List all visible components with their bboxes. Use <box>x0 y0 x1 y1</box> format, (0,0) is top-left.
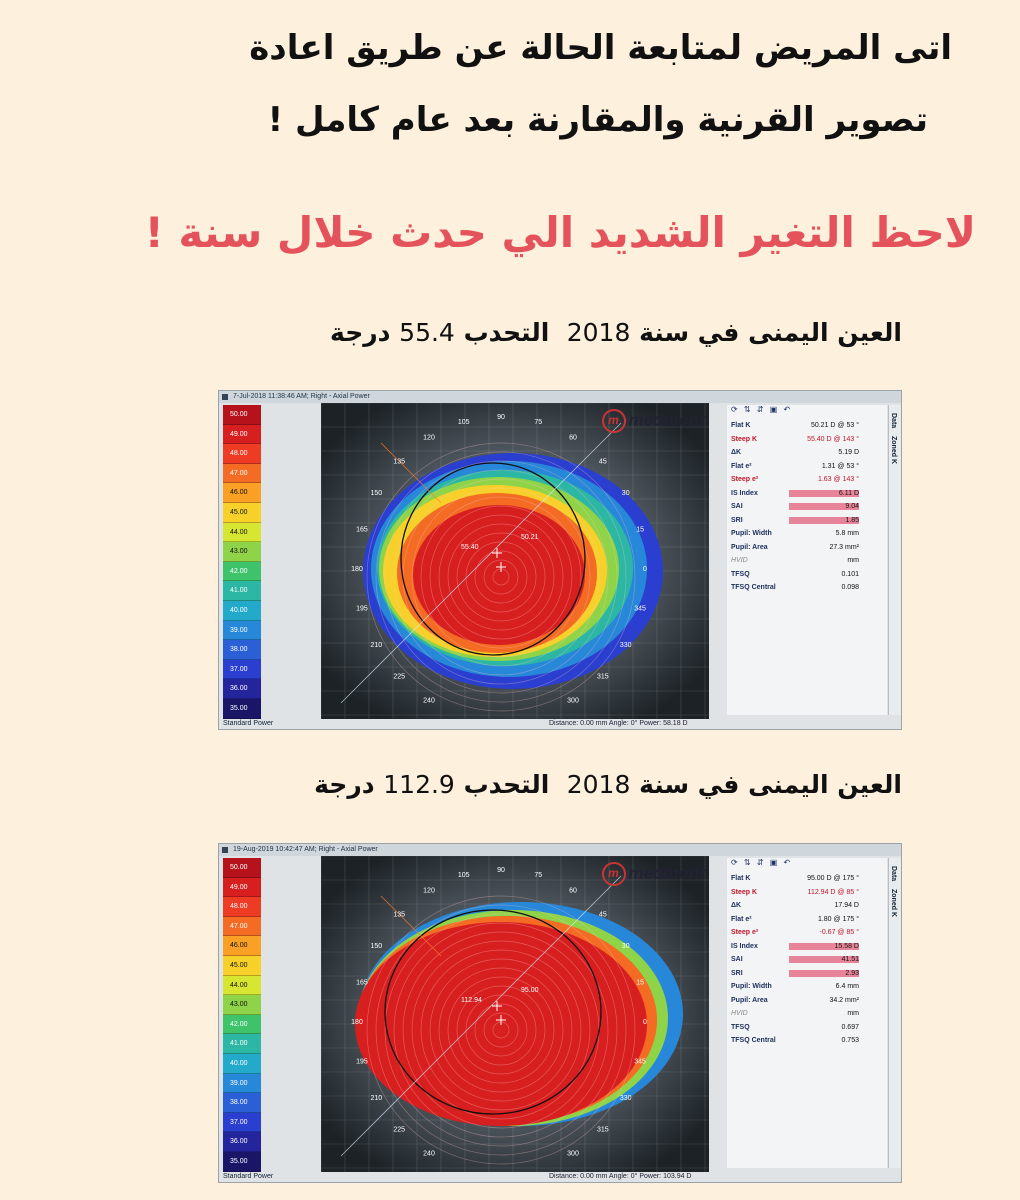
angle-label: 120 <box>423 887 435 895</box>
legend-swatch: 47.00 <box>223 917 261 937</box>
index-row <box>727 1021 887 1035</box>
legend-swatch: 50.00 <box>223 405 261 425</box>
index-value: 27.3 mm² <box>829 543 859 551</box>
header-line-1: اتى المريض لمتابعة الحالة عن طريق اعادة <box>249 28 952 68</box>
index-label: SRI <box>731 516 743 524</box>
angle-label: 195 <box>356 1058 368 1066</box>
index-row <box>727 487 887 501</box>
index-value: 0.101 <box>841 570 859 578</box>
angle-label: 165 <box>356 979 368 987</box>
angle-label: 30 <box>621 490 630 497</box>
status-readout: Distance: 0.00 mm Angle: 0° Power: 58.18 D <box>549 720 688 727</box>
index-label: Pupil: Width <box>731 530 772 538</box>
angle-label: 315 <box>596 1126 609 1134</box>
angle-label: 120 <box>423 434 435 442</box>
legend-swatch: 46.00 <box>223 483 261 503</box>
angle-label: 225 <box>393 1126 406 1134</box>
index-value: 55.40 D @ 143 ° <box>807 435 859 443</box>
legend-swatch: 50.00 <box>223 858 261 878</box>
color-scale-legend <box>223 405 261 719</box>
standard-power-label: Standard Power <box>223 1173 274 1180</box>
index-row <box>727 1007 887 1021</box>
index-row <box>727 446 887 460</box>
scan-1-screenshot <box>218 390 902 730</box>
angle-label: 135 <box>393 911 406 919</box>
index-row <box>727 994 887 1008</box>
index-value: -0.67 @ 85 ° <box>819 929 859 937</box>
app-icon <box>222 394 228 400</box>
index-label: ΔK <box>731 449 742 457</box>
index-row <box>727 1034 887 1048</box>
legend-swatch: 39.00 <box>223 1074 261 1094</box>
index-row <box>727 980 887 994</box>
angle-label: 30 <box>621 943 630 950</box>
window-titlebar: 19-Aug-2019 10:42:47 AM; Right - Axial Power <box>219 844 901 856</box>
legend-swatch: 44.00 <box>223 976 261 996</box>
legend-swatch: 38.00 <box>223 640 261 660</box>
index-row <box>727 500 887 514</box>
index-value: 9.04 <box>789 503 859 510</box>
index-row <box>727 926 887 940</box>
legend-swatch: 35.00 <box>223 699 261 719</box>
index-value: 34.2 mm² <box>829 996 859 1004</box>
index-value: 2.93 <box>789 970 859 977</box>
angle-label: 15 <box>636 526 644 534</box>
legend-swatch: 48.00 <box>223 897 261 917</box>
legend-swatch: 49.00 <box>223 425 261 445</box>
legend-swatch: 47.00 <box>223 464 261 484</box>
index-row <box>727 527 887 541</box>
scan-2-caption: العين اليمنى في سنة 2018 التحدب 112.9 درجة <box>314 770 902 799</box>
medmont-logo: m medmont <box>602 409 706 433</box>
angle-label: 345 <box>634 605 646 613</box>
index-label: Steep K <box>731 435 758 443</box>
legend-swatch: 43.00 <box>223 542 261 562</box>
index-label: TFSQ <box>731 570 750 578</box>
header-line-2: تصوير القرنية والمقارنة بعد عام كامل ! <box>267 100 928 140</box>
panel-toolbar[interactable]: ⟳ ⇅ ⇵ ▣ ↶ <box>731 405 793 414</box>
legend-swatch: 39.00 <box>223 621 261 641</box>
legend-swatch: 40.00 <box>223 1054 261 1074</box>
angle-label: 300 <box>567 697 579 705</box>
index-label: HVID <box>731 557 748 565</box>
legend-swatch: 37.00 <box>223 1113 261 1133</box>
index-label: TFSQ <box>731 1023 750 1031</box>
angle-label: 45 <box>598 911 607 919</box>
index-value: 6.11 D <box>789 490 859 497</box>
angle-label: 225 <box>393 673 406 681</box>
medmont-logo: m medmont <box>602 862 706 886</box>
index-row <box>727 899 887 913</box>
index-row <box>727 554 887 568</box>
index-label: Flat K <box>731 422 751 430</box>
angle-label: 90 <box>497 414 505 421</box>
map-value-label: 55.40 <box>461 544 479 551</box>
index-label: Pupil: Area <box>731 543 768 551</box>
index-value: 15.58 D <box>789 943 859 950</box>
scan-1-caption: العين اليمنى في سنة 2018 التحدب 55.4 درجة <box>330 318 902 347</box>
legend-swatch: 44.00 <box>223 523 261 543</box>
index-row <box>727 940 887 954</box>
legend-swatch: 46.00 <box>223 936 261 956</box>
index-label: Steep K <box>731 888 758 896</box>
index-label: ΔK <box>731 902 742 910</box>
legend-swatch: 40.00 <box>223 601 261 621</box>
index-row <box>727 473 887 487</box>
index-value: 1.63 @ 143 ° <box>817 476 859 484</box>
angle-label: 300 <box>567 1150 579 1158</box>
legend-swatch: 37.00 <box>223 660 261 680</box>
legend-swatch: 49.00 <box>223 878 261 898</box>
index-label: TFSQ Central <box>731 584 776 592</box>
index-row <box>727 433 887 447</box>
index-row <box>727 541 887 555</box>
index-row <box>727 953 887 967</box>
index-value: 41.51 <box>789 956 859 963</box>
index-row <box>727 872 887 886</box>
index-value: 17.94 D <box>834 902 859 910</box>
legend-swatch: 36.00 <box>223 679 261 699</box>
legend-swatch: 36.00 <box>223 1132 261 1152</box>
angle-label: 180 <box>351 1019 363 1026</box>
index-label: Flat e² <box>731 462 752 470</box>
angle-label: 90 <box>497 867 505 874</box>
angle-label: 75 <box>534 872 543 880</box>
side-tabs[interactable]: Data Zoned K <box>888 858 901 1168</box>
index-value: mm <box>847 1010 859 1018</box>
index-row <box>727 886 887 900</box>
angle-label: 75 <box>534 419 543 427</box>
index-label: IS Index <box>731 942 758 950</box>
index-label: Pupil: Area <box>731 996 768 1004</box>
map-value-label: 50.21 <box>521 534 539 541</box>
highlight-heading: لاحظ التغير الشديد الي حدث خلال سنة ! <box>144 208 976 257</box>
index-value: 5.19 D <box>838 449 859 457</box>
index-label: TFSQ Central <box>731 1037 776 1045</box>
index-row <box>727 460 887 474</box>
index-label: SRI <box>731 969 743 977</box>
index-row <box>727 514 887 528</box>
angle-label: 150 <box>370 943 383 950</box>
angle-label: 330 <box>619 1095 632 1102</box>
angle-label: 0 <box>643 1019 647 1026</box>
axial-power-map[interactable] <box>321 856 709 1172</box>
status-readout: Distance: 0.00 mm Angle: 0° Power: 103.94 D <box>549 1173 692 1180</box>
index-row <box>727 913 887 927</box>
index-row <box>727 967 887 981</box>
index-row <box>727 568 887 582</box>
index-row <box>727 581 887 595</box>
index-value: 0.753 <box>841 1037 859 1045</box>
index-value: 5.8 mm <box>835 530 859 538</box>
index-value: 1.31 @ 53 ° <box>821 462 859 470</box>
index-value: 0.697 <box>841 1023 859 1031</box>
legend-swatch: 41.00 <box>223 1034 261 1054</box>
angle-label: 150 <box>370 490 383 497</box>
angle-label: 195 <box>356 605 368 613</box>
legend-swatch: 48.00 <box>223 444 261 464</box>
standard-power-label: Standard Power <box>223 720 274 727</box>
angle-label: 330 <box>619 642 632 649</box>
legend-swatch: 42.00 <box>223 1015 261 1035</box>
angle-label: 210 <box>370 1095 383 1102</box>
color-scale-legend <box>223 858 261 1172</box>
indices-panel <box>727 858 887 1168</box>
index-label: SAI <box>731 503 743 511</box>
legend-swatch: 35.00 <box>223 1152 261 1172</box>
legend-swatch: 43.00 <box>223 995 261 1015</box>
angle-label: 105 <box>457 419 470 427</box>
index-label: Steep e² <box>731 476 759 484</box>
indices-panel <box>727 405 887 715</box>
angle-label: 240 <box>423 1150 435 1158</box>
index-value: 50.21 D @ 53 ° <box>810 422 859 430</box>
index-value: 112.94 D @ 85 ° <box>807 888 859 896</box>
angle-label: 105 <box>457 872 470 880</box>
angle-label: 60 <box>569 434 577 442</box>
index-value: 1.80 @ 175 ° <box>817 915 859 923</box>
index-value: 6.4 mm <box>835 983 859 991</box>
angle-label: 135 <box>393 458 406 466</box>
angle-label: 210 <box>370 642 383 649</box>
angle-label: 60 <box>569 887 577 895</box>
app-icon <box>222 847 228 853</box>
index-label: Flat e² <box>731 915 752 923</box>
index-value: mm <box>847 557 859 565</box>
map-value-label: 95.00 <box>521 987 539 994</box>
angle-label: 345 <box>634 1058 646 1066</box>
index-label: SAI <box>731 956 743 964</box>
index-value: 95.00 D @ 175 ° <box>807 875 859 883</box>
legend-swatch: 42.00 <box>223 562 261 582</box>
map-value-label: 112.94 <box>461 997 482 1004</box>
angle-label: 180 <box>351 566 363 573</box>
angle-label: 240 <box>423 697 435 705</box>
index-label: Flat K <box>731 875 751 883</box>
index-label: IS Index <box>731 489 758 497</box>
legend-swatch: 38.00 <box>223 1093 261 1113</box>
index-label: HVID <box>731 1010 748 1018</box>
legend-swatch: 41.00 <box>223 581 261 601</box>
angle-label: 0 <box>643 566 647 573</box>
angle-label: 165 <box>356 526 368 534</box>
index-value: 0.098 <box>841 584 859 592</box>
legend-swatch: 45.00 <box>223 503 261 523</box>
legend-swatch: 45.00 <box>223 956 261 976</box>
index-label: Pupil: Width <box>731 983 772 991</box>
index-row <box>727 419 887 433</box>
index-label: Steep e² <box>731 929 759 937</box>
index-value: 1.85 <box>789 517 859 524</box>
angle-label: 315 <box>596 673 609 681</box>
angle-label: 45 <box>598 458 607 466</box>
angle-label: 15 <box>636 979 644 987</box>
window-titlebar: 7-Jul-2018 11:38:46 AM; Right - Axial Power <box>219 391 901 403</box>
side-tabs[interactable]: Data Zoned K <box>888 405 901 715</box>
axial-power-map[interactable] <box>321 403 709 719</box>
scan-2-screenshot <box>218 843 902 1183</box>
panel-toolbar[interactable]: ⟳ ⇅ ⇵ ▣ ↶ <box>731 858 793 867</box>
